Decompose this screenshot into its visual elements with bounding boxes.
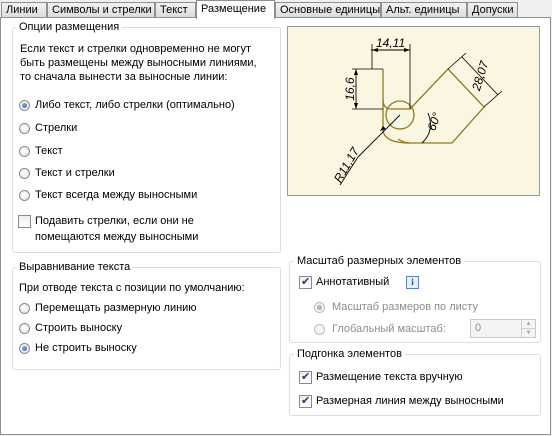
radio-label[interactable]: Либо текст, либо стрелки (оптимально) bbox=[35, 99, 235, 111]
tab-symbols-arrows[interactable]: Символы и стрелки bbox=[47, 2, 155, 17]
fit-options-title: Опции размещения bbox=[16, 21, 122, 34]
radio-label[interactable]: Текст bbox=[35, 145, 63, 157]
dim-left-label: 16,6 bbox=[343, 77, 357, 101]
fit-description-line-2: быть размещены между выносными линиями, bbox=[20, 57, 257, 69]
scale-to-layout-radio[interactable] bbox=[314, 302, 325, 313]
suppress-arrows-label-2[interactable]: помещаются между выносными bbox=[35, 231, 199, 243]
place-text-manually-checkbox[interactable] bbox=[299, 371, 312, 384]
tab-primary-units[interactable]: Основные единицы bbox=[275, 2, 381, 17]
overall-scale-value[interactable]: 0 bbox=[475, 322, 482, 334]
scale-to-layout-label[interactable]: Масштаб размеров по листу bbox=[332, 301, 478, 313]
annotative-label[interactable]: Аннотативный bbox=[316, 276, 390, 288]
fit-description-line-3: то сначала вынести за выносные линии: bbox=[20, 71, 228, 83]
radio-label[interactable]: Текст всегда между выносными bbox=[35, 189, 198, 201]
tab-strip bbox=[0, 0, 552, 18]
tab-fit[interactable]: Размещение bbox=[196, 0, 275, 19]
radio-button[interactable] bbox=[19, 168, 30, 179]
tab-alternate-units[interactable]: Альт. единицы bbox=[381, 2, 467, 17]
tab-lines[interactable]: Линии bbox=[1, 2, 47, 17]
radio-label[interactable]: Строить выноску bbox=[35, 322, 123, 334]
radio-label[interactable]: Не строить выноску bbox=[35, 342, 137, 354]
radio-button[interactable] bbox=[19, 100, 30, 111]
scale-title: Масштаб размерных элементов bbox=[294, 255, 464, 268]
text-placement-description: При отводе текста с позиции по умолчанию: bbox=[19, 282, 245, 294]
dim-right-label: 28,07 bbox=[469, 59, 492, 93]
dimension-preview-drawing bbox=[288, 27, 539, 195]
radio-button[interactable] bbox=[19, 303, 30, 314]
tab-text[interactable]: Текст bbox=[155, 2, 196, 17]
radio-button[interactable] bbox=[19, 146, 30, 157]
spinner-buttons[interactable] bbox=[521, 320, 535, 337]
place-text-manually-label[interactable]: Размещение текста вручную bbox=[316, 371, 463, 383]
draw-dim-line-between-label[interactable]: Размерная линия между выносными bbox=[316, 395, 504, 407]
suppress-arrows-label-1[interactable]: Подавить стрелки, если они не bbox=[35, 215, 194, 227]
radio-button[interactable] bbox=[19, 323, 30, 334]
dim-radius-label: R11,17 bbox=[331, 145, 363, 185]
tab-tolerances[interactable]: Допуски bbox=[467, 2, 518, 17]
spinner-up-icon[interactable]: ▲ bbox=[522, 320, 535, 329]
radio-button[interactable] bbox=[19, 343, 30, 354]
dim-top-label: 14,11 bbox=[376, 36, 406, 50]
dim-angle-label: 60° bbox=[424, 110, 444, 133]
radio-label[interactable]: Стрелки bbox=[35, 122, 78, 134]
suppress-arrows-checkbox[interactable] bbox=[18, 215, 31, 228]
overall-scale-radio[interactable] bbox=[314, 324, 325, 335]
preview-pane bbox=[287, 26, 540, 196]
radio-button[interactable] bbox=[19, 190, 30, 201]
overall-scale-label[interactable]: Глобальный масштаб: bbox=[332, 323, 446, 335]
info-icon[interactable]: i bbox=[406, 276, 419, 289]
overall-scale-spinner[interactable] bbox=[470, 319, 536, 338]
fine-tuning-title: Подгонка элементов bbox=[294, 348, 405, 361]
radio-label[interactable]: Текст и стрелки bbox=[35, 167, 115, 179]
fit-description-line-1: Если текст и стрелки одновременно не могут bbox=[20, 43, 251, 55]
radio-button[interactable] bbox=[19, 123, 30, 134]
annotative-checkbox[interactable] bbox=[299, 276, 312, 289]
spinner-down-icon[interactable]: ▼ bbox=[525, 329, 532, 336]
draw-dim-line-between-checkbox[interactable] bbox=[299, 395, 312, 408]
text-placement-title: Выравнивание текста bbox=[16, 261, 133, 274]
radio-label[interactable]: Перемещать размерную линию bbox=[35, 302, 197, 314]
